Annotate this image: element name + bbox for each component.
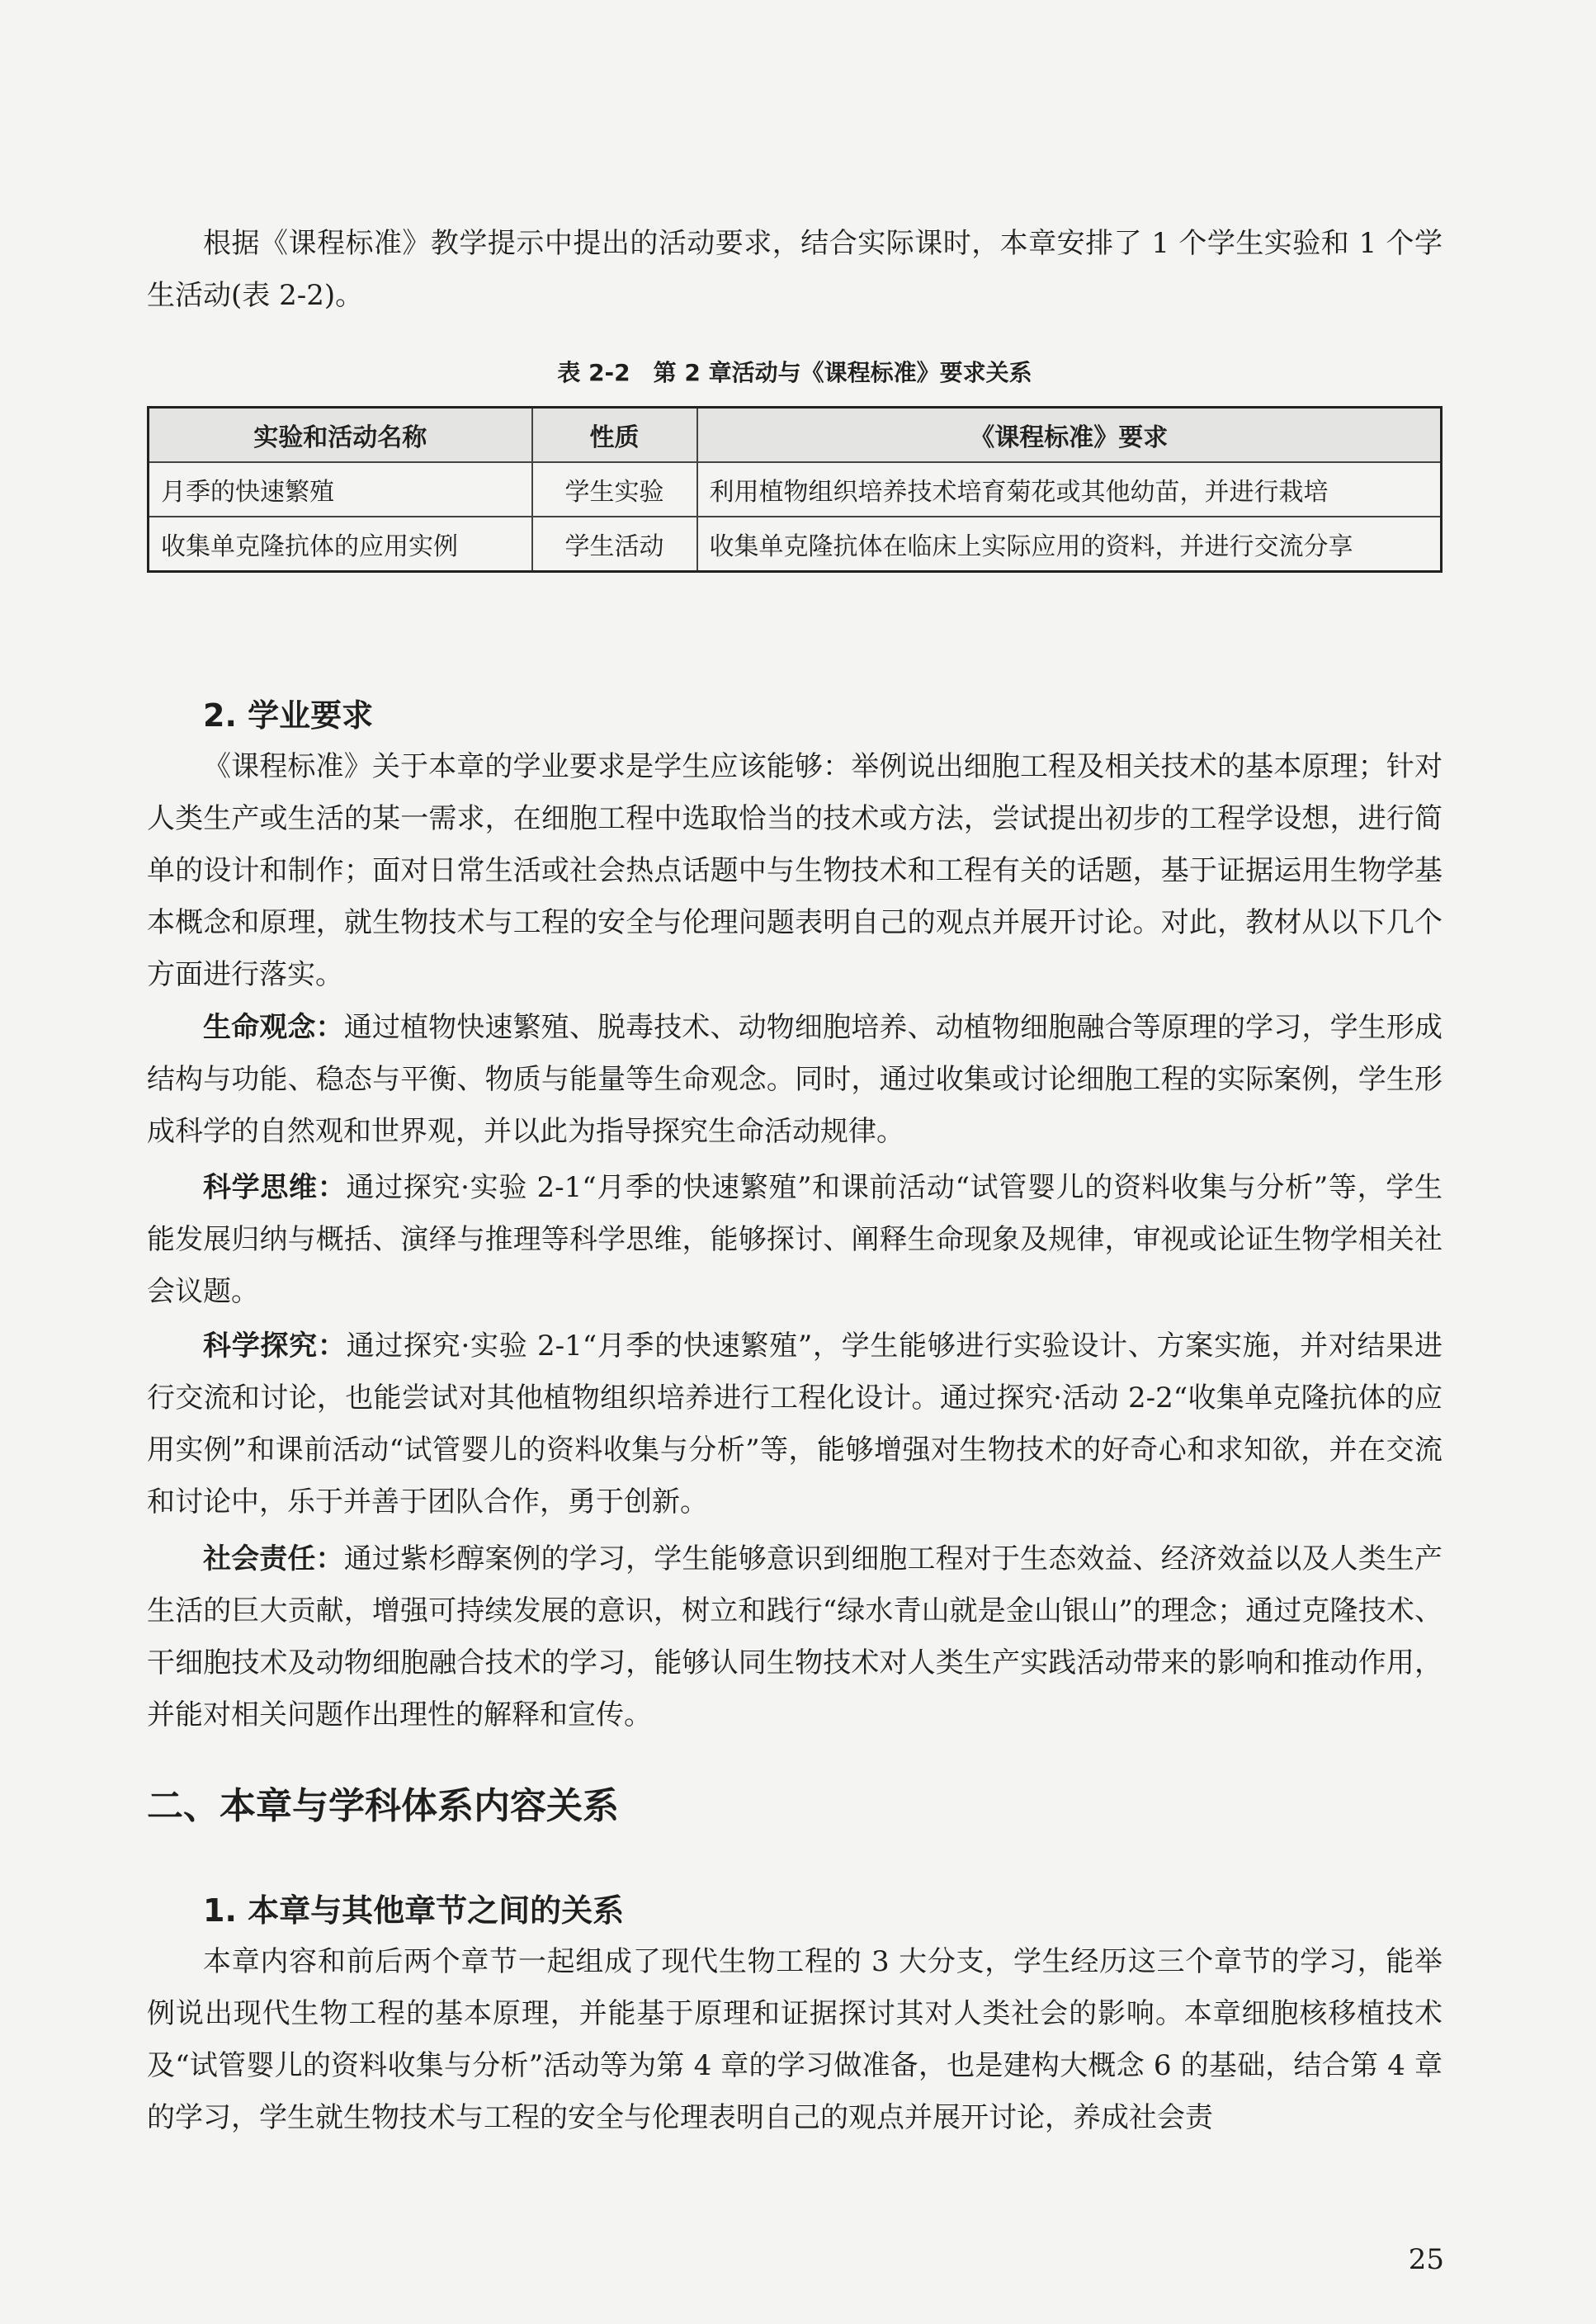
chapter-relations-heading: 1. 本章与其他章节之间的关系 [203, 1892, 625, 1929]
cell-requirement: 收集单克隆抗体在临床上实际应用的资料，并进行交流分享 [697, 517, 1442, 572]
academic-requirements-paragraph: 《课程标准》关于本章的学业要求是学生应该能够：举例说出细胞工程及相关技术的基本原理；针对人类生产或生活的某一需求，在细胞工程中选取恰当的技术或方法，尝试提出初步的工程学设想，进行简单的设计和制作；面对日常生活或社会热点话题中与生物技术和工程有关的话题，基于证据运用生物学基本概念和原理，就生物技术与工程的安全与伦理问题表明自己的观点并展开讨论。对此，教材从以下几个方面进行落实。 [147, 750, 1443, 991]
social-responsibility-label: 社会责任： [203, 1542, 344, 1575]
scientific-inquiry-label: 科学探究： [203, 1330, 347, 1363]
header-nature: 性质 [532, 408, 697, 463]
header-activity-name: 实验和活动名称 [149, 408, 532, 463]
cell-nature: 学生活动 [532, 517, 697, 572]
cell-activity-name: 收集单克隆抗体的应用实例 [149, 517, 532, 572]
cell-nature: 学生实验 [532, 462, 697, 517]
life-concept-label: 生命观念： [203, 1011, 344, 1044]
scientific-thinking-label: 科学思维： [203, 1171, 347, 1204]
cell-activity-name: 月季的快速繁殖 [149, 462, 532, 517]
table-header-row [149, 408, 1442, 463]
academic-requirements-heading: 2. 学业要求 [203, 697, 374, 734]
social-responsibility-paragraph [147, 1533, 1443, 1741]
table-caption: 表 2-2 第 2 章活动与《课程标准》要求关系 [557, 359, 1032, 386]
chapter-relations-paragraph: 本章内容和前后两个章节一起组成了现代生物工程的 3 大分支，学生经历这三个章节的学习，能举例说出现代生物工程的基本原理，并能基于原理和证据探讨其对人类社会的影响。本章细胞核移植技术及“试管婴儿的资料收集与分析”活动等为第 4 章的学习做准备，也是建构大概念 6 的基础，结合第 4 章的学习，学生就生物技术与工程的安全与伦理表明自己的观点并展开讨论，养成社会责 [147, 1945, 1443, 2134]
header-standard-requirement: 《课程标准》要求 [697, 408, 1442, 463]
requirements-table [147, 406, 1443, 573]
scientific-inquiry-paragraph [147, 1320, 1443, 1528]
cell-requirement: 利用植物组织培养技术培育菊花或其他幼苗，并进行栽培 [697, 462, 1442, 517]
scientific-inquiry-text: 通过探究·实验 2-1“月季的快速繁殖”，学生能够进行实验设计、方案实施，并对结果进行交流和讨论，也能尝试对其他植物组织培养进行工程化设计。通过探究·活动 2-2“收集单克隆抗体的应用实例”和课前活动“试管婴儿的资料收集与分析”等，能够增强对生物技术的好奇心和求知欲，并在交流和讨论中，乐于并善于团队合作，勇于创新。 [147, 1330, 1443, 1519]
scientific-thinking-text: 通过探究·实验 2-1“月季的快速繁殖”和课前活动“试管婴儿的资料收集与分析”等，学生能发展归纳与概括、演绎与推理等科学思维，能够探讨、阐释生命现象及规律，审视或论证生物学相关社会议题。 [147, 1171, 1443, 1308]
scientific-thinking-paragraph [147, 1162, 1443, 1318]
section-two-heading: 二、本章与学科体系内容关系 [147, 1785, 619, 1827]
table-row [149, 462, 1442, 517]
life-concept-paragraph [147, 1002, 1443, 1158]
intro-paragraph: 根据《课程标准》教学提示中提出的活动要求，结合实际课时，本章安排了 1 个学生实验和 1 个学生活动(表 2-2)。 [147, 227, 1443, 312]
table-row [149, 517, 1442, 572]
life-concept-text: 通过植物快速繁殖、脱毒技术、动物细胞培养、动植物细胞融合等原理的学习，学生形成结构与功能、稳态与平衡、物质与能量等生命观念。同时，通过收集或讨论细胞工程的实际案例，学生形成科学的自然观和世界观，并以此为指导探究生命活动规律。 [147, 1011, 1443, 1148]
social-responsibility-text: 通过紫杉醇案例的学习，学生能够意识到细胞工程对于生态效益、经济效益以及人类生产生活的巨大贡献，增强可持续发展的意识，树立和践行“绿水青山就是金山银山”的理念；通过克隆技术、干细胞技术及动物细胞融合技术的学习，能够认同生物技术对人类生产实践活动带来的影响和推动作用，并能对相关问题作出理性的解释和宣传。 [147, 1542, 1443, 1731]
page-number: 25 [1408, 2243, 1444, 2276]
